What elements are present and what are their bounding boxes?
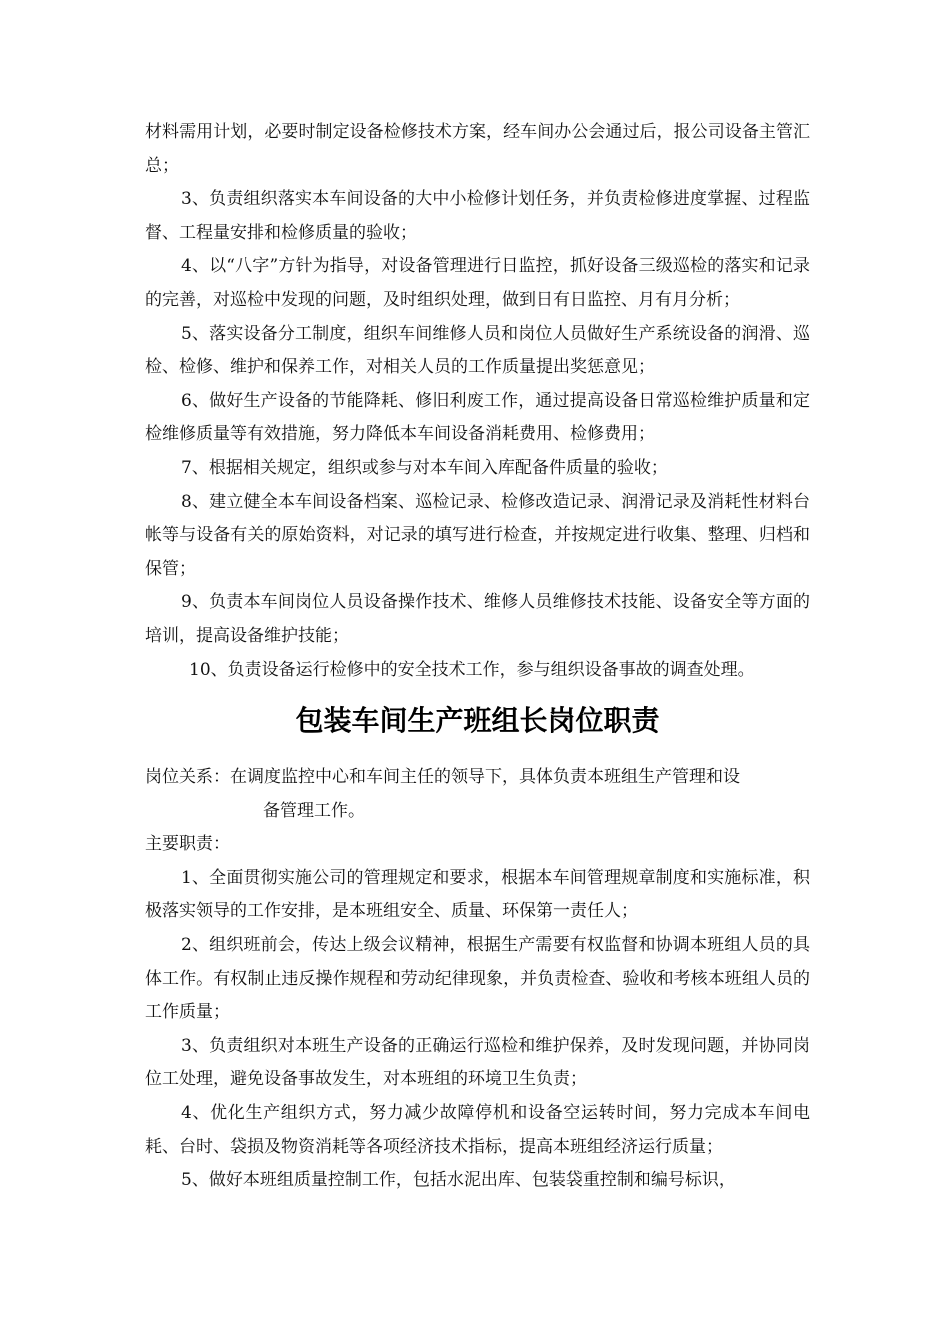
position-relation-line1: 在调度监控中心和车间主任的领导下，具体负责本班组生产管理和设 bbox=[230, 767, 740, 788]
paragraph-duty-8: 8、建立健全本车间设备档案、巡检记录、检修改造记录、润滑记录及消耗性材料台帐等与设备有关的原始资料，对记录的填写进行检查，并按规定进行收集、整理、归档和保管； bbox=[145, 491, 810, 579]
title-spacer bbox=[145, 749, 810, 761]
paragraph-duty-7: 7、根据相关规定，组织或参与对本车间入库配备件质量的验收； bbox=[181, 457, 668, 478]
position-relation-label: 岗位关系： bbox=[145, 767, 230, 788]
position-relation bbox=[145, 761, 810, 828]
position-relation-line2: 备管理工作。 bbox=[263, 800, 365, 821]
paragraph-material-plan: 材料需用计划，必要时制定设备检修技术方案，经车间办公会通过后，报公司设备主管汇总； bbox=[145, 122, 810, 176]
paragraph-duty-4: 4、以“八字”方针为指导，对设备管理进行日监控，抓好设备三级巡检的落实和记录的完善，对巡检中发现的问题，及时组织处理，做到日有日监控、月有月分析； bbox=[145, 256, 810, 310]
leader-duty-5: 5、做好本班组质量控制工作，包括水泥出库、包装袋重控制和编号标识， bbox=[181, 1170, 736, 1191]
section-title: 包装车间生产班组长岗位职责 bbox=[295, 704, 660, 738]
paragraph-duty-6: 6、做好生产设备的节能降耗、修旧利废工作，通过提高设备日常巡检维护质量和定检维修质量等有效措施，努力降低本车间设备消耗费用、检修费用； bbox=[145, 390, 810, 445]
position-relation-content bbox=[230, 761, 810, 828]
paragraph-duty-9: 9、负责本车间岗位人员设备操作技术、维修人员维修技术技能、设备安全等方面的培训，提高设备维护技能； bbox=[145, 592, 810, 646]
leader-duty-3: 3、负责组织对本班生产设备的正确运行巡检和维护保养，及时发现问题，并协同岗位工处理，避免设备事故发生，对本班组的环境卫生负责； bbox=[145, 1035, 810, 1090]
paragraph-duty-10: 10、负责设备运行检修中的安全技术工作，参与组织设备事故的调查处理。 bbox=[189, 659, 755, 680]
paragraph-duty-3: 3、负责组织落实本车间设备的大中小检修计划任务，并负责检修进度掌握、过程监督、工程量安排和检修质量的验收； bbox=[145, 189, 810, 243]
leader-duty-2: 2、组织班前会，传达上级会议精神，根据生产需要有权监督和协调本班组人员的具体工作。有权制止违反操作规程和劳动纪律现象，并负责检查、验收和考核本班组人员的工作质量； bbox=[145, 935, 810, 1023]
main-duties-label: 主要职责： bbox=[145, 834, 230, 855]
document-page bbox=[145, 116, 810, 1198]
paragraph-duty-5: 5、落实设备分工制度，组织车间维修人员和岗位人员做好生产系统设备的润滑、巡检、检修、维护和保养工作，对相关人员的工作质量提出奖惩意见； bbox=[145, 323, 810, 378]
leader-duty-1: 1、全面贯彻实施公司的管理规定和要求，根据本车间管理规章制度和实施标准，积极落实领导的工作安排，是本班组安全、质量、环保第一责任人； bbox=[145, 867, 810, 922]
leader-duty-4: 4、优化生产组织方式，努力减少故障停机和设备空运转时间，努力完成本车间电耗、台时、袋损及物资消耗等各项经济技术指标，提高本班组经济运行质量； bbox=[145, 1103, 810, 1157]
